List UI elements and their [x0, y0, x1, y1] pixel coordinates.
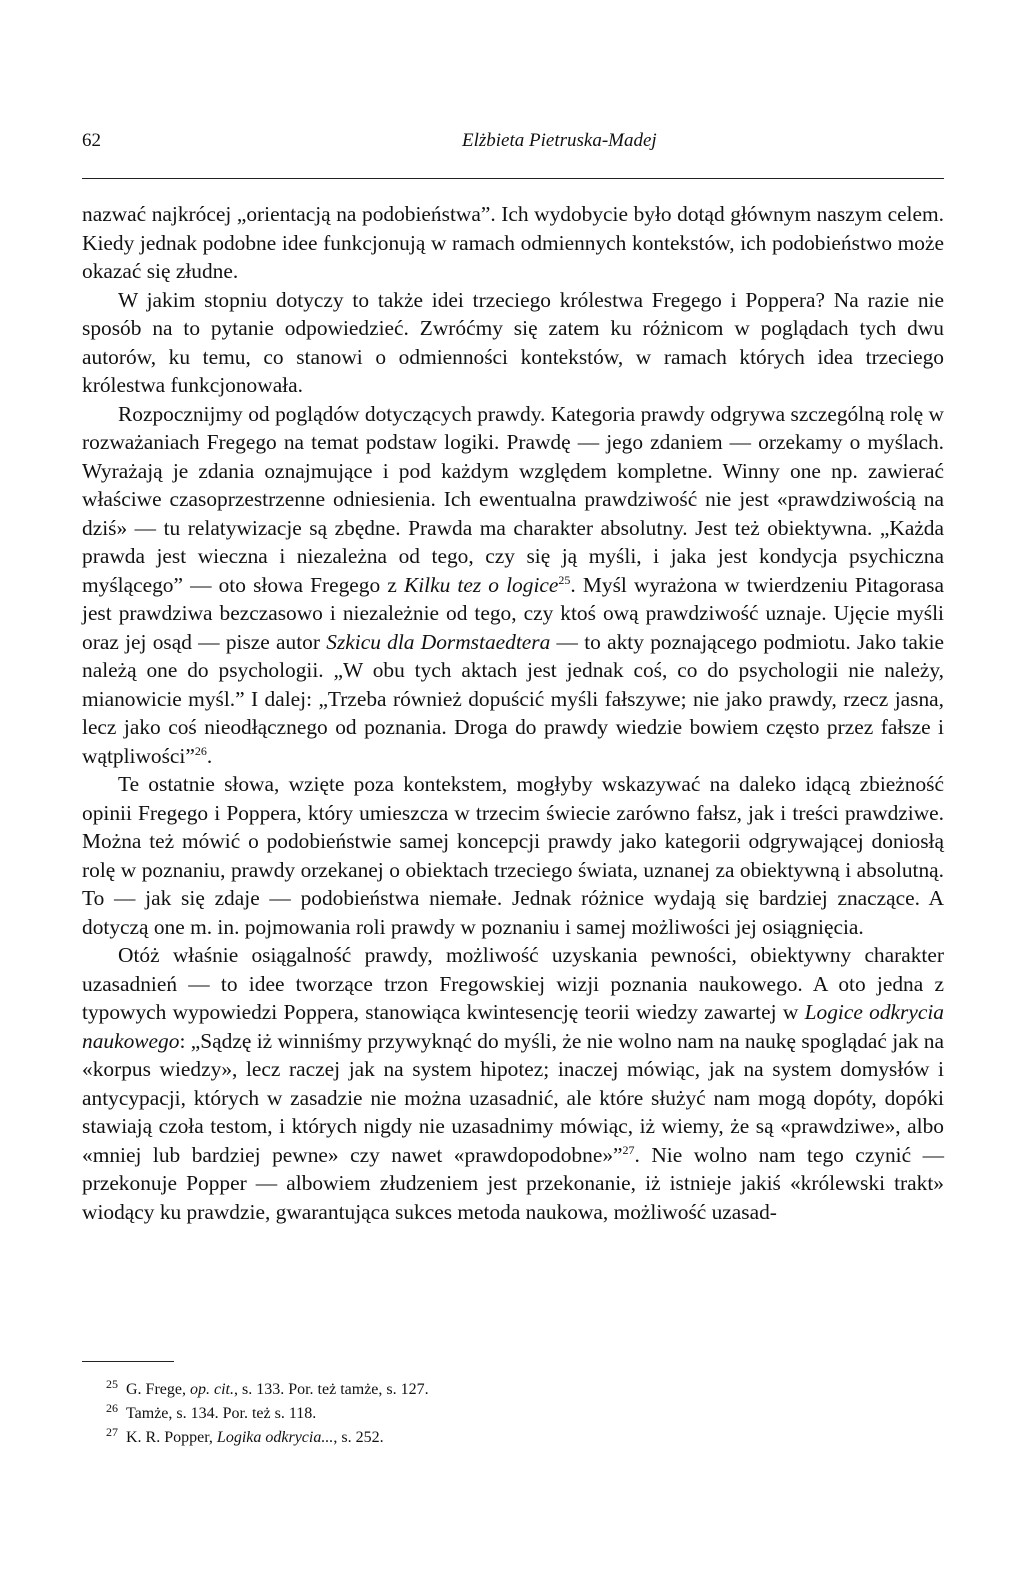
footnotes	[106, 1378, 806, 1450]
footnote-number: 26	[106, 1400, 118, 1415]
footnote	[106, 1426, 806, 1450]
paragraph	[82, 400, 944, 771]
italic-title: Logice odkrycia naukowego	[82, 1000, 945, 1053]
footnote-rule	[82, 1361, 174, 1362]
footnote	[106, 1402, 806, 1426]
text-run: .	[206, 743, 213, 768]
text-run: . Nie wolno nam tego czynić — przekonuje Popper — albowiem złudzeniem jest przekonanie, iż istnieje jakiś «królewski trakt» wiodący ku prawdzie, gwarantująca sukces metoda naukowa, możliwość uzasad-	[82, 1142, 944, 1224]
text-run: Rozpocznijmy od poglądów dotyczących prawdy. Kategoria prawdy odgrywa szczególną rolę w rozważaniach Fregego na temat podstaw logiki. Prawdę — jego zdaniem — orzekamy o myślach. Wyrażają je zdania oznajmujące i pod każdym względem kompletne. Winny one np. zawierać właściwe czasoprzestrzenne odniesienia. Ich ewentualna prawdziwość nie jest «prawdziwością na dziś» — tu relatywizacje są zbędne. Prawda ma charakter absolutny. Jest też obiektywna. „Każda prawda jest wieczna i niezależna od tego, czy się ją myśli, i jaka jest kondycja psychiczna myślącego” — oto słowa Fregego z	[82, 401, 944, 597]
paragraph	[82, 286, 944, 400]
paragraph	[82, 941, 944, 1226]
body-text	[82, 200, 944, 1226]
page-header	[82, 130, 944, 160]
text-run: nazwać najkrócej „orientacją na podobieństwa”. Ich wydobycie było dotąd głównym naszym celem. Kiedy jednak podobne idee funkcjonują w ramach odmiennych kontekstów, ich podobieństwo może okazać się złudne.	[82, 202, 944, 283]
header-rule	[82, 178, 944, 179]
text-run: G. Frege,	[126, 1381, 190, 1398]
footnote-marker: 25	[558, 572, 571, 587]
text-run: , s. 133. Por. też tamże, s. 127.	[233, 1381, 429, 1398]
footnote-number: 27	[106, 1424, 118, 1439]
paragraph	[82, 770, 944, 941]
text-run: — to akty poznającego podmiotu. Jako takie należą one do psychologii. „W obu tych aktach jest jednak coś, co do psychologii nie należy, mianowicie myśl.” I dalej: „Trzeba również dopuścić myśli fałszywe; nie jako prawdy, rzecz jasna, lecz jako coś nieodłącznego od poznania. Droga do prawdy wiedzie bowiem często przez fałsze i wątpliwości”	[82, 629, 945, 768]
text-run: W jakim stopniu dotyczy to także idei trzeciego królestwa Fregego i Poppera? Na razie nie sposób na to pytanie odpowiedzieć. Zwróćmy się zatem ku różnicom w poglądach tych dwu autorów, ku temu, co stanowi o odmienności kontekstów, w ramach których idea trzeciego królestwa funkcjonowała.	[82, 287, 944, 397]
text-run: . Myśl wyrażona w twierdzeniu Pitagorasa jest prawdziwa bezczasowo i niezależnie od tego, czy ktoś ową prawdziwość uznaje. Ujęcie myśli oraz jej osąd — pisze autor	[82, 572, 945, 654]
italic-title: Logika odkrycia...	[216, 1429, 334, 1446]
italic-title: Kilku tez o logice	[403, 572, 559, 597]
footnote-marker: 27	[622, 1142, 635, 1157]
page-number: 62	[82, 130, 101, 151]
text-run: Te ostatnie słowa, wzięte poza kontekstem, mogłyby wskazywać na daleko idącą zbieżność opinii Fregego i Poppera, który umieszcza w trzecim świecie zarówno fałsz, jak i treści prawdziwe. Można też mówić o podobieństwie samej koncepcji prawdy jako kategorii odgrywającej doniosłą rolę w poznaniu, prawdy orzekanej o obiektach trzeciego świata, uznanej za obiektywną i absolutną. To — jak się zdaje — podobieństwa niemałe. Jednak różnice wydają się bardziej znaczące. A dotyczą one m. in. pojmowania roli prawdy w poznaniu i samej możliwości jej osiągnięcia.	[82, 772, 944, 939]
paragraph	[82, 200, 944, 286]
text-run: Otóż właśnie osiągalność prawdy, możliwość uzyskania pewności, obiektywny charakter uzasadnień — to idee tworzące trzon Fregowskiej wizji poznania naukowego. A oto jedna z typowych wypowiedzi Poppera, stanowiąca kwintesencję teorii wiedzy zawartej w	[82, 943, 944, 1024]
italic-title: Szkicu dla Dormstaedtera	[326, 629, 551, 654]
text-run: Tamże, s. 134. Por. też s. 118.	[126, 1405, 317, 1422]
footnote-number: 25	[106, 1376, 118, 1391]
text-run: : „Sądzę iż winniśmy przywyknąć do myśli, że nie wolno nam na naukę spoglądać jak na «korpus wiedzy», lecz raczej jak na system hipotez; inaczej mówiąc, jak na system domysłów i antycypacji, których w zasadzie nie można uzasadnić, ale które służyć nam mogą dopóty, dopóki stawiają czoła testom, i których nigdy nie uzasadnimy mówiąc, iż wiemy, że są «prawdziwe», albo «mniej lub bardziej pewne» czy nawet «prawdopodobne»”	[82, 1028, 944, 1167]
footnote-marker: 26	[194, 743, 207, 758]
running-head: Elżbieta Pietruska-Madej	[462, 130, 657, 151]
text-run: K. R. Popper,	[126, 1429, 217, 1446]
footnote	[106, 1378, 806, 1402]
italic-title: op. cit.	[189, 1381, 234, 1398]
text-run: , s. 252.	[333, 1429, 384, 1446]
